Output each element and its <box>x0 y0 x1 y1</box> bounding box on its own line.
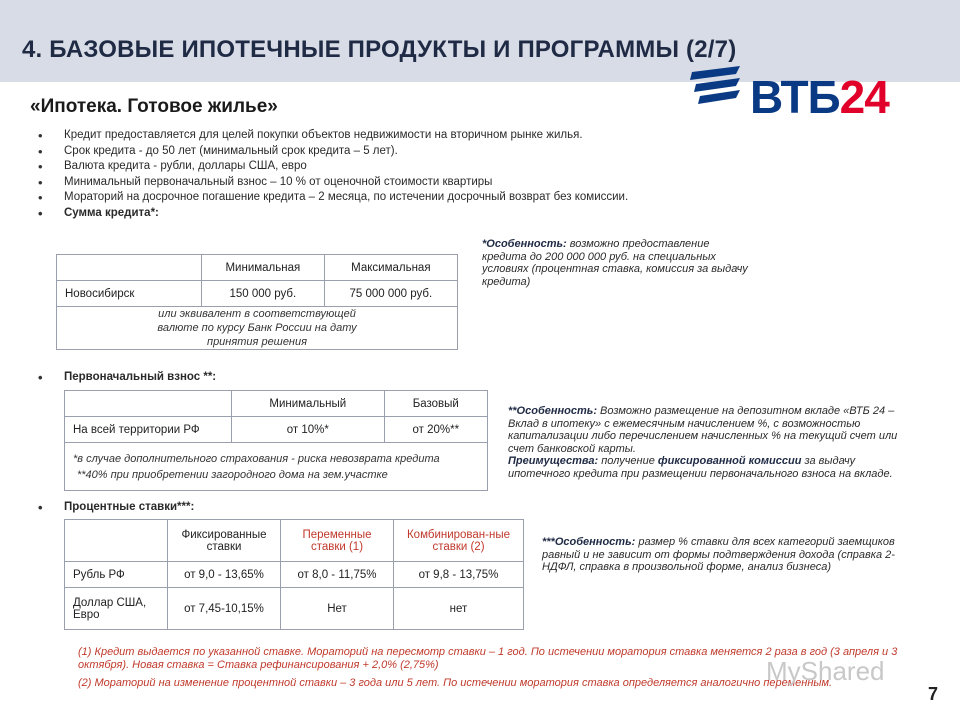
table-cell <box>65 520 168 562</box>
table-cell: 75 000 000 руб. <box>324 281 457 307</box>
table-header: Базовый <box>384 391 487 417</box>
table-header: Минимальный <box>232 391 385 417</box>
page-title: 4. БАЗОВЫЕ ИПОТЕЧНЫЕ ПРОДУКТЫ И ПРОГРАММЫ (2/7) <box>22 36 737 63</box>
table-cell: На всей территории РФ <box>65 417 232 443</box>
table-cell: 150 000 руб. <box>202 281 325 307</box>
table-header: Минимальная <box>202 255 325 281</box>
loan-amount-table <box>56 254 458 350</box>
table-cell: от 8,0 - 11,75% <box>281 562 394 588</box>
table-cell <box>65 391 232 417</box>
page-number: 7 <box>928 684 939 704</box>
footnote-1: (1) Кредит выдается по указанной ставке. Мораторий на пересмотр ставки – 1 год. По истечении моратория ставка меняется 2 раза в год (3 апреля и 3 октября). Новая ставка = Ставка рефинансирования + 2,0% (2,75%) <box>78 646 898 671</box>
table-cell: Рубль РФ <box>65 562 168 588</box>
table-cell: от 9,8 - 13,75% <box>394 562 524 588</box>
list-item: • Минимальный первоначальный взнос – 10 % от оценочной стоимости квартиры <box>38 175 628 191</box>
list-item: • Сумма кредита*: <box>38 206 628 222</box>
table-cell: от 20%** <box>384 417 487 443</box>
table-header: Переменные ставки (1) <box>281 520 394 562</box>
list-item: • Валюта кредита - рубли, доллары США, евро <box>38 159 628 175</box>
table-cell: Новосибирск <box>57 281 202 307</box>
table-cell <box>57 255 202 281</box>
table-cell: от 7,45-10,15% <box>168 588 281 630</box>
table-header: Фиксированные ставки <box>168 520 281 562</box>
vtb-flag-icon <box>686 64 746 112</box>
conditions-list <box>38 128 628 221</box>
table-cell: Нет <box>281 588 394 630</box>
table-cell: Доллар США, Евро <box>65 588 168 630</box>
table-cell: от 9,0 - 13,65% <box>168 562 281 588</box>
list-item: • Мораторий на досрочное погашение кредита – 2 месяца, по истечении досрочный возврат без комиссии. <box>38 190 628 206</box>
list-item: • Кредит предоставляется для целей покупки объектов недвижимости на вторичном рынке жилья. <box>38 128 628 144</box>
table-header: Максимальная <box>324 255 457 281</box>
table-note: или эквивалент в соответствующей валюте по курсу Банк России на дату принятия решения <box>57 307 458 350</box>
feature-note-2: **Особенность: Возможно размещение на депозитном вкладе «ВТБ 24 – Вклад в ипотеку» с ежемесячным начислением %, с возможностью капитализации либо перечислением начисленных % на текущий счет или счет банковской карты. Преимущества: получение фиксированной комиссии за выдачу ипотечного кредита при размещении первоначального взноса на вкладе. <box>508 405 898 480</box>
down-payment-table <box>64 390 488 491</box>
interest-rates-label: • Процентные ставки***: <box>38 500 194 515</box>
down-payment-label: • Первоначальный взнос **: <box>38 370 216 385</box>
table-header: Комбинирован-ные ставки (2) <box>394 520 524 562</box>
feature-note-1: *Особенность: возможно предоставление кредита до 200 000 000 руб. на специальных условиях (процентная ставка, комиссия за выдачу кредита) <box>482 238 748 288</box>
table-cell: нет <box>394 588 524 630</box>
vtb24-logo <box>686 60 916 124</box>
table-note: *в случае дополнительного страхования - риска невозврата кредита **40% при приобретении загородного дома на зем.участке <box>65 443 488 491</box>
product-subtitle: «Ипотека. Готовое жилье» <box>30 96 278 117</box>
feature-note-3: ***Особенность: размер % ставки для всех категорий заемщиков равный и не зависит от формы подтверждения дохода (справка 2-НДФЛ, справка в произвольной форме, анализ бизнеса) <box>542 536 895 573</box>
logo-text: ВТБ24 <box>750 71 889 123</box>
interest-rates-table <box>64 519 524 630</box>
table-cell: от 10%* <box>232 417 385 443</box>
list-item: • Срок кредита - до 50 лет (минимальный срок кредита – 5 лет). <box>38 144 628 160</box>
watermark: MyShared <box>766 656 885 686</box>
footnote-2: (2) Мораторий на изменение процентной ставки – 3 года или 5 лет. По истечении моратория ставка определяется аналогично переменным. <box>78 677 833 689</box>
